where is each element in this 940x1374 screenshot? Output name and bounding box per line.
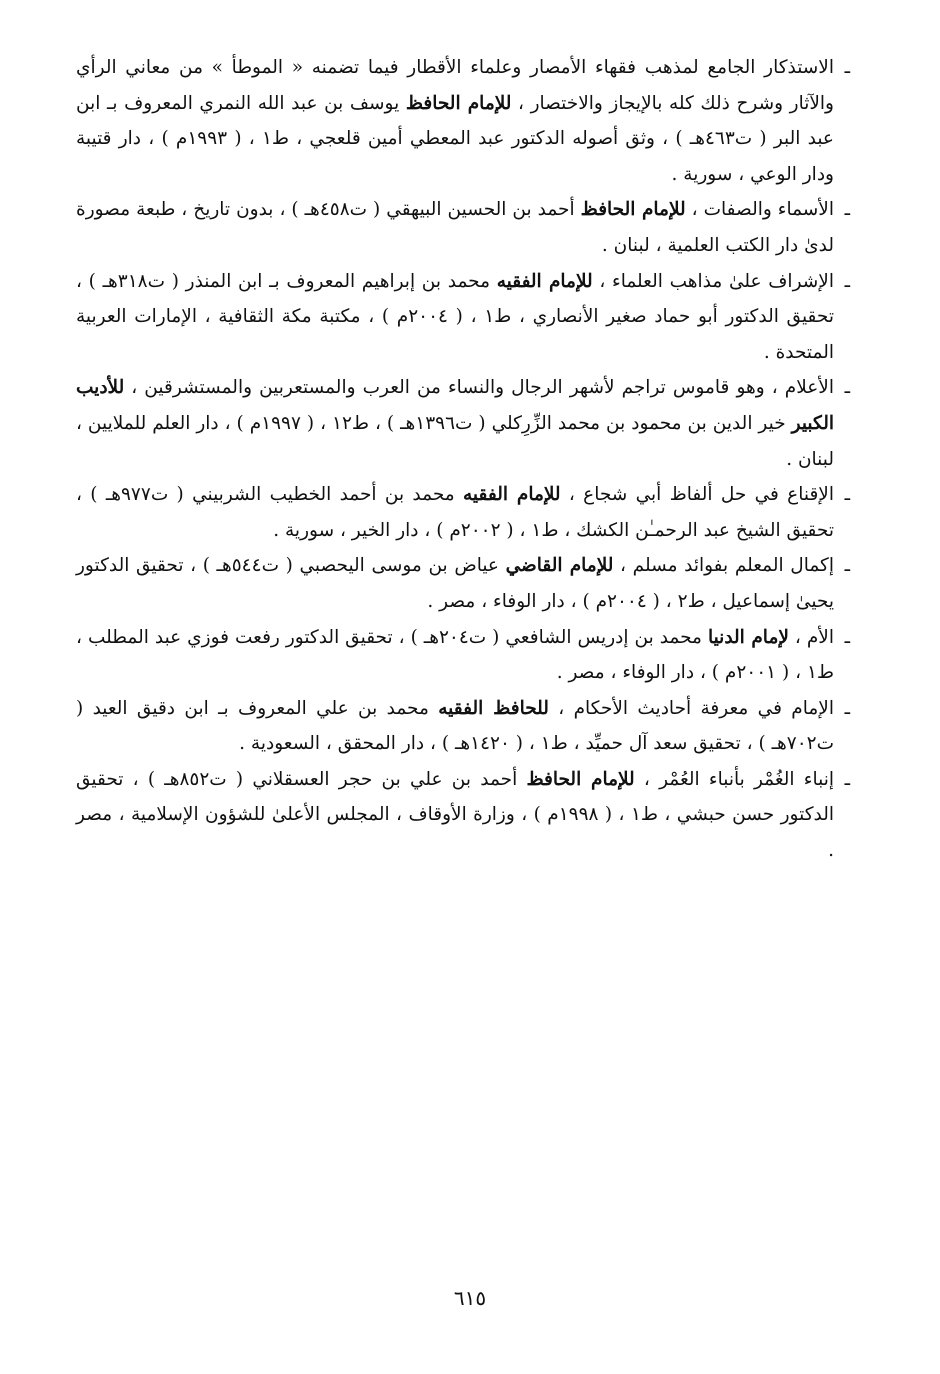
entry-bullet: ـ <box>844 484 850 506</box>
entry-title: الإقناع في حل ألفاظ أبي شجاع ، <box>560 484 834 506</box>
entry-title: الأسماء والصفات ، <box>685 199 835 221</box>
entry-details: يوسف بن عبد الله النمري المعروف بـ ابن عبد البر ( ت٤٦٣هـ ) ، وثق أصوله الدكتور عبد المعطي أمين قلعجي ، ط١ ، ( ١٩٩٣م ) ، دار قتيبة ودار الوعي ، سورية . <box>76 92 834 185</box>
entry-title: الإمام في معرفة أحاديث الأحكام ، <box>548 697 834 719</box>
entry-author-honorific: للأديب الكبير <box>76 377 834 434</box>
entry-details: محمد بن إدريس الشافعي ( ت٢٠٤هـ ) ، تحقيق الدكتور رفعت فوزي عبد المطلب ، ط١ ، ( ٢٠٠١م ) ، دار الوفاء ، مصر . <box>76 626 834 684</box>
bibliography-entry <box>76 620 850 691</box>
entry-details: أحمد بن الحسين البيهقي ( ت٤٥٨هـ ) ، بدون تاريخ ، طبعة مصورة لدىٰ دار الكتب العلمية ، لبنان . <box>76 199 834 256</box>
entry-author-honorific: للإمام الفقيه <box>496 270 593 292</box>
page-number: ٦١٥ <box>453 1286 487 1310</box>
entry-title: الأعلام ، وهو قاموس تراجم لأشهر الرجال والنساء من العرب والمستعربين والمستشرقين ، <box>124 377 834 399</box>
entry-title: الإشراف علىٰ مذاهب العلماء ، <box>592 270 834 292</box>
bibliography-entry <box>76 192 850 263</box>
bibliography-entry <box>76 548 850 619</box>
entry-author-honorific: للحافظ الفقيه <box>438 697 549 719</box>
entry-title: الاستذكار الجامع لمذهب فقهاء الأمصار وعلماء الأقطار فيما تضمنه « الموطأ » من معاني الرأي والآثار وشرح ذلك كله بالإيجاز والاختصار ، <box>76 57 834 114</box>
entry-bullet: ـ <box>844 199 851 221</box>
entry-details: عياض بن موسى اليحصبي ( ت٥٤٤هـ ) ، تحقيق الدكتور يحيىٰ إسماعيل ، ط٢ ، ( ٢٠٠٤م ) ، دار الوفاء ، مصر . <box>76 555 834 612</box>
entry-author-honorific: للإمام الحافظ <box>405 92 512 114</box>
entry-author-honorific: لإمام الدنيا <box>707 626 789 648</box>
entry-author-honorific: للإمام الفقيه <box>463 484 561 506</box>
bibliography-page <box>76 50 850 869</box>
bibliography-entry <box>76 264 850 371</box>
bibliography-entry <box>76 762 850 869</box>
bibliography-entry <box>76 477 850 548</box>
entry-details: محمد بن أحمد الخطيب الشربيني ( ت٩٧٧هـ ) ، تحقيق الشيخ عبد الرحمـٰن الكشك ، ط١ ، ( ٢٠٠٢م ) ، دار الخير ، سورية . <box>76 484 834 541</box>
entry-bullet: ـ <box>844 697 850 719</box>
entry-title: إكمال المعلم بفوائد مسلم ، <box>613 555 835 577</box>
entry-author-honorific: للإمام الحافظ <box>526 768 635 790</box>
entry-bullet: ـ <box>844 57 850 78</box>
entry-bullet: ـ <box>844 555 851 577</box>
entry-details: خير الدين بن محمود بن محمد الزِّرِكلي ( ت١٣٩٦هـ ) ، ط١٢ ، ( ١٩٩٧م ) ، دار العلم للملايين ، لبنان . <box>76 412 834 470</box>
entry-bullet: ـ <box>844 377 850 399</box>
entry-author-honorific: للإمام القاضي <box>505 555 614 577</box>
entry-title: الأم ، <box>788 626 834 648</box>
entry-details: أحمد بن علي بن حجر العسقلاني ( ت٨٥٢هـ ) ، تحقيق الدكتور حسن حبشي ، ط١ ، ( ١٩٩٨م ) ، وزارة الأوقاف ، المجلس الأعلىٰ للشؤون الإسلامية ، مصر . <box>76 768 834 862</box>
entry-author-honorific: للإمام الحافظ <box>580 199 686 221</box>
entry-details: محمد بن إبراهيم المعروف بـ ابن المنذر ( ت٣١٨هـ ) ، تحقيق الدكتور أبو حماد صغير الأنصاري ، ط١ ، ( ٢٠٠٤م ) ، مكتبة مكة الثقافية ، الإمارات العربية المتحدة . <box>76 270 834 363</box>
entry-details: محمد بن علي المعروف بـ ابن دقيق العيد ( ت٧٠٢هـ ) ، تحقيق سعد آل حميِّد ، ط١ ، ( ١٤٢٠هـ ) ، دار المحقق ، السعودية . <box>76 697 834 755</box>
bibliography-entry <box>76 691 850 762</box>
bibliography-entry <box>76 50 850 192</box>
entry-title: إنباء الغُمْر بأنباء العُمْر ، <box>634 768 834 790</box>
entry-bullet: ـ <box>844 768 850 790</box>
entry-bullet: ـ <box>844 626 850 648</box>
bibliography-entry <box>76 370 850 477</box>
entry-bullet: ـ <box>844 270 850 292</box>
